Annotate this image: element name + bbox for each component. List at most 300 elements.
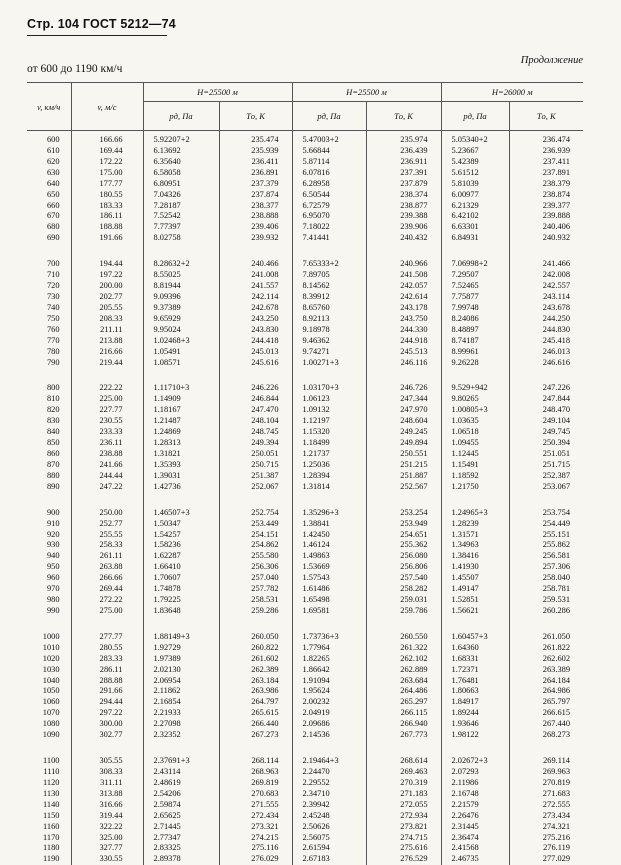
table-cell: 238.379 bbox=[510, 179, 571, 190]
table-cell: 7.77397 bbox=[154, 222, 219, 233]
table-cell: 260.286 bbox=[510, 606, 571, 617]
table-cell: 237.874 bbox=[220, 190, 279, 201]
table-cell: 251.051 bbox=[510, 449, 571, 460]
header-pressure: pд, Па bbox=[292, 102, 366, 131]
table-cell: 272.22 bbox=[72, 595, 123, 606]
table-cell: 264.986 bbox=[510, 686, 571, 697]
table-cell: 305.55 bbox=[72, 756, 123, 767]
table-cell: 241.508 bbox=[367, 270, 428, 281]
table-cell: 2.89378 bbox=[154, 854, 219, 865]
table-cell: 288.88 bbox=[72, 676, 123, 687]
table-cell: 238.888 bbox=[220, 211, 279, 222]
col-pressure-3 bbox=[441, 623, 509, 747]
table-cell: 243.830 bbox=[220, 325, 279, 336]
table-cell: 244.918 bbox=[367, 336, 428, 347]
table-cell: 620 bbox=[27, 157, 60, 168]
table-cell: 239.388 bbox=[367, 211, 428, 222]
table-cell: 670 bbox=[27, 211, 60, 222]
table-cell: 247.226 bbox=[510, 383, 571, 394]
table-cell: 246.013 bbox=[510, 347, 571, 358]
table-cell: 241.557 bbox=[220, 281, 279, 292]
table-cell: 610 bbox=[27, 146, 60, 157]
table-cell: 680 bbox=[27, 222, 60, 233]
table-cell: 253.254 bbox=[367, 508, 428, 519]
table-cell: 1.28239 bbox=[452, 519, 509, 530]
table-cell: 2.14536 bbox=[303, 730, 366, 741]
table-cell: 1.38416 bbox=[452, 551, 509, 562]
table-cell: 1.93646 bbox=[452, 719, 509, 730]
table-cell: 2.02130 bbox=[154, 665, 219, 676]
table-cell: 245.513 bbox=[367, 347, 428, 358]
table-row-group bbox=[27, 250, 583, 374]
table-cell: 319.44 bbox=[72, 811, 123, 822]
header-speed-kmh: v, км/ч bbox=[27, 83, 71, 131]
table-cell: 2.83325 bbox=[154, 843, 219, 854]
table-cell: 252.067 bbox=[220, 482, 279, 493]
table-cell: 1.57543 bbox=[303, 573, 366, 584]
table-cell: 1100 bbox=[27, 756, 60, 767]
col-temperature-3 bbox=[509, 250, 583, 374]
table-cell: 2.02672+3 bbox=[452, 756, 509, 767]
table-cell: 690 bbox=[27, 233, 60, 244]
table-cell: 1.86642 bbox=[303, 665, 366, 676]
table-cell: 1.42736 bbox=[154, 482, 219, 493]
table-cell: 330.55 bbox=[72, 854, 123, 865]
table-cell: 238.874 bbox=[510, 190, 571, 201]
table-cell: 266.440 bbox=[220, 719, 279, 730]
table-cell: 276.119 bbox=[510, 843, 571, 854]
table-cell: 266.940 bbox=[367, 719, 428, 730]
table-row-group bbox=[27, 623, 583, 747]
table-cell: 810 bbox=[27, 394, 60, 405]
table-cell: 7.04326 bbox=[154, 190, 219, 201]
table-cell: 1.38841 bbox=[303, 519, 366, 530]
table-cell: 251.387 bbox=[220, 471, 279, 482]
table-cell: 1.95624 bbox=[303, 686, 366, 697]
table-cell: 175.00 bbox=[72, 168, 123, 179]
table-cell: 660 bbox=[27, 201, 60, 212]
table-cell: 255.862 bbox=[510, 540, 571, 551]
table-cell: 246.116 bbox=[367, 358, 428, 369]
table-cell: 1.46124 bbox=[303, 540, 366, 551]
table-cell: 6.13692 bbox=[154, 146, 219, 157]
table-cell: 6.58058 bbox=[154, 168, 219, 179]
table-cell: 238.374 bbox=[367, 190, 428, 201]
table-cell: 269.819 bbox=[220, 778, 279, 789]
table-cell: 274.321 bbox=[510, 822, 571, 833]
table-cell: 239.888 bbox=[510, 211, 571, 222]
table-cell: 233.33 bbox=[72, 427, 123, 438]
table-cell: 1.24965+3 bbox=[452, 508, 509, 519]
col-pressure-1 bbox=[143, 131, 219, 251]
col-pressure-3 bbox=[441, 131, 509, 251]
table-cell: 2.48619 bbox=[154, 778, 219, 789]
table-cell: 248.470 bbox=[510, 405, 571, 416]
table-cell: 270.819 bbox=[510, 778, 571, 789]
table-cell: 247.344 bbox=[367, 394, 428, 405]
table-cell: 236.911 bbox=[367, 157, 428, 168]
table-cell: 1.28394 bbox=[303, 471, 366, 482]
table-cell: 9.80265 bbox=[452, 394, 509, 405]
table-cell: 270.319 bbox=[367, 778, 428, 789]
table-cell: 263.986 bbox=[220, 686, 279, 697]
table-cell: 269.114 bbox=[510, 756, 571, 767]
table-cell: 1.97389 bbox=[154, 654, 219, 665]
table-cell: 180.55 bbox=[72, 190, 123, 201]
table-cell: 265.297 bbox=[367, 697, 428, 708]
table-cell: 1.05491 bbox=[154, 347, 219, 358]
table-cell: 244.418 bbox=[220, 336, 279, 347]
table-cell: 166.66 bbox=[72, 135, 123, 146]
table-cell: 2.67183 bbox=[303, 854, 366, 865]
table-cell: 261.822 bbox=[510, 643, 571, 654]
table-cell: 1.56621 bbox=[452, 606, 509, 617]
table-cell: 1.08571 bbox=[154, 358, 219, 369]
header-temperature: Tо, К bbox=[219, 102, 292, 131]
table-cell: 327.77 bbox=[72, 843, 123, 854]
table-cell: 260.050 bbox=[220, 632, 279, 643]
table-cell: 2.54206 bbox=[154, 789, 219, 800]
table-cell: 243.250 bbox=[220, 314, 279, 325]
table-cell: 2.21579 bbox=[452, 800, 509, 811]
table-cell: 219.44 bbox=[72, 358, 123, 369]
table-cell: 294.44 bbox=[72, 697, 123, 708]
table-cell: 253.754 bbox=[510, 508, 571, 519]
table-cell: 247.844 bbox=[510, 394, 571, 405]
table-cell: 311.11 bbox=[72, 778, 123, 789]
table-cell: 250.551 bbox=[367, 449, 428, 460]
table-cell: 269.44 bbox=[72, 584, 123, 595]
table-cell: 2.16854 bbox=[154, 697, 219, 708]
table-cell: 246.844 bbox=[220, 394, 279, 405]
table-cell: 1.72371 bbox=[452, 665, 509, 676]
table-cell: 8.02758 bbox=[154, 233, 219, 244]
table-cell: 273.434 bbox=[510, 811, 571, 822]
table-cell: 252.77 bbox=[72, 519, 123, 530]
table-cell: 255.362 bbox=[367, 540, 428, 551]
table-cell: 2.46735 bbox=[452, 854, 509, 865]
table-cell: 247.470 bbox=[220, 405, 279, 416]
table-cell: 1190 bbox=[27, 854, 60, 865]
table-cell: 720 bbox=[27, 281, 60, 292]
col-speed-ms bbox=[71, 747, 143, 865]
table-cell: 248.745 bbox=[220, 427, 279, 438]
page-header: Стр. 104 ГОСТ 5212—74 bbox=[27, 17, 176, 31]
header-pressure: pд, Па bbox=[143, 102, 219, 131]
table-cell: 1.98122 bbox=[452, 730, 509, 741]
table-cell: 249.245 bbox=[367, 427, 428, 438]
table-cell: 247.22 bbox=[72, 482, 123, 493]
table-cell: 2.43114 bbox=[154, 767, 219, 778]
table-cell: 1.09132 bbox=[303, 405, 366, 416]
table-cell: 248.604 bbox=[367, 416, 428, 427]
table-cell: 269.963 bbox=[510, 767, 571, 778]
table-cell: 244.250 bbox=[510, 314, 571, 325]
table-cell: 251.887 bbox=[367, 471, 428, 482]
table-cell: 8.28632+2 bbox=[154, 259, 219, 270]
table-cell: 276.029 bbox=[220, 854, 279, 865]
table-cell: 1.21737 bbox=[303, 449, 366, 460]
table-cell: 249.394 bbox=[220, 438, 279, 449]
table-cell: 259.531 bbox=[510, 595, 571, 606]
table-cell: 5.81039 bbox=[452, 179, 509, 190]
table-cell: 237.891 bbox=[510, 168, 571, 179]
table-cell: 700 bbox=[27, 259, 60, 270]
col-temperature-1 bbox=[219, 623, 292, 747]
table-cell: 246.616 bbox=[510, 358, 571, 369]
table-cell: 770 bbox=[27, 336, 60, 347]
col-speed-kmh bbox=[27, 623, 71, 747]
table-cell: 308.33 bbox=[72, 767, 123, 778]
table-cell: 860 bbox=[27, 449, 60, 460]
table-cell: 243.678 bbox=[510, 303, 571, 314]
table-cell: 8.99961 bbox=[452, 347, 509, 358]
table-cell: 780 bbox=[27, 347, 60, 358]
col-temperature-1 bbox=[219, 747, 292, 865]
col-pressure-1 bbox=[143, 623, 219, 747]
table-cell: 268.963 bbox=[220, 767, 279, 778]
col-speed-ms bbox=[71, 374, 143, 498]
table-cell: 7.65333+2 bbox=[303, 259, 366, 270]
table-cell: 2.36474 bbox=[452, 833, 509, 844]
table-cell: 1020 bbox=[27, 654, 60, 665]
col-temperature-3 bbox=[509, 499, 583, 623]
table-cell: 5.87114 bbox=[303, 157, 366, 168]
table-cell: 313.88 bbox=[72, 789, 123, 800]
table-cell: 890 bbox=[27, 482, 60, 493]
col-pressure-2 bbox=[292, 250, 366, 374]
table-cell: 257.782 bbox=[220, 584, 279, 595]
table-cell: 9.95024 bbox=[154, 325, 219, 336]
table-row-group bbox=[27, 499, 583, 623]
table-cell: 2.37691+3 bbox=[154, 756, 219, 767]
table-cell: 870 bbox=[27, 460, 60, 471]
table-cell: 271.555 bbox=[220, 800, 279, 811]
table-cell: 1.06518 bbox=[452, 427, 509, 438]
table-cell: 1.39031 bbox=[154, 471, 219, 482]
table-cell: 930 bbox=[27, 540, 60, 551]
table-cell: 216.66 bbox=[72, 347, 123, 358]
table-cell: 2.41568 bbox=[452, 843, 509, 854]
table-cell: 970 bbox=[27, 584, 60, 595]
table-cell: 259.786 bbox=[367, 606, 428, 617]
table-cell: 900 bbox=[27, 508, 60, 519]
table-cell: 249.894 bbox=[367, 438, 428, 449]
table-cell: 910 bbox=[27, 519, 60, 530]
table-cell: 8.48897 bbox=[452, 325, 509, 336]
table-cell: 840 bbox=[27, 427, 60, 438]
table-cell: 237.391 bbox=[367, 168, 428, 179]
table-cell: 2.29552 bbox=[303, 778, 366, 789]
table-cell: 1.91094 bbox=[303, 676, 366, 687]
table-cell: 250.00 bbox=[72, 508, 123, 519]
col-temperature-1 bbox=[219, 250, 292, 374]
table-cell: 1.15491 bbox=[452, 460, 509, 471]
table-cell: 650 bbox=[27, 190, 60, 201]
table-cell: 6.28958 bbox=[303, 179, 366, 190]
table-cell: 7.41441 bbox=[303, 233, 366, 244]
table-cell: 194.44 bbox=[72, 259, 123, 270]
table-cell: 261.11 bbox=[72, 551, 123, 562]
table-cell: 1.54257 bbox=[154, 530, 219, 541]
table-cell: 9.65929 bbox=[154, 314, 219, 325]
table-cell: 283.33 bbox=[72, 654, 123, 665]
table-cell: 246.226 bbox=[220, 383, 279, 394]
table-cell: 1050 bbox=[27, 686, 60, 697]
table-cell: 1010 bbox=[27, 643, 60, 654]
col-pressure-3 bbox=[441, 747, 509, 865]
table-cell: 262.102 bbox=[367, 654, 428, 665]
table-cell: 266.115 bbox=[367, 708, 428, 719]
table-cell: 1.31814 bbox=[303, 482, 366, 493]
table-cell: 1.42450 bbox=[303, 530, 366, 541]
table-cell: 225.00 bbox=[72, 394, 123, 405]
col-pressure-2 bbox=[292, 374, 366, 498]
table-cell: 1.15320 bbox=[303, 427, 366, 438]
col-speed-kmh bbox=[27, 374, 71, 498]
table-cell: 237.411 bbox=[510, 157, 571, 168]
table-cell: 172.22 bbox=[72, 157, 123, 168]
table-cell: 277.77 bbox=[72, 632, 123, 643]
table-cell: 235.974 bbox=[367, 135, 428, 146]
table-cell: 1.92729 bbox=[154, 643, 219, 654]
table-cell: 8.65760 bbox=[303, 303, 366, 314]
table-cell: 177.77 bbox=[72, 179, 123, 190]
table-cell: 880 bbox=[27, 471, 60, 482]
table-cell: 254.151 bbox=[220, 530, 279, 541]
table-cell: 253.949 bbox=[367, 519, 428, 530]
table-cell: 272.055 bbox=[367, 800, 428, 811]
table-cell: 1.89244 bbox=[452, 708, 509, 719]
table-cell: 268.114 bbox=[220, 756, 279, 767]
table-cell: 297.22 bbox=[72, 708, 123, 719]
table-cell: 5.23667 bbox=[452, 146, 509, 157]
speed-range-label: от 600 до 1190 км/ч bbox=[27, 63, 122, 75]
table-cell: 1160 bbox=[27, 822, 60, 833]
table-cell: 238.877 bbox=[367, 201, 428, 212]
col-pressure-2 bbox=[292, 131, 366, 251]
table-cell: 1.25036 bbox=[303, 460, 366, 471]
table-cell: 169.44 bbox=[72, 146, 123, 157]
table-cell: 245.616 bbox=[220, 358, 279, 369]
table-cell: 260.822 bbox=[220, 643, 279, 654]
table-cell: 1.11710+3 bbox=[154, 383, 219, 394]
table-cell: 236.891 bbox=[220, 168, 279, 179]
table-cell: 1.00271+3 bbox=[303, 358, 366, 369]
table-cell: 1170 bbox=[27, 833, 60, 844]
table-cell: 1.12445 bbox=[452, 449, 509, 460]
table-cell: 269.463 bbox=[367, 767, 428, 778]
table-cell: 7.75877 bbox=[452, 292, 509, 303]
table-cell: 235.474 bbox=[220, 135, 279, 146]
table-cell: 6.63301 bbox=[452, 222, 509, 233]
header-altitude-3: H=26000 м bbox=[441, 83, 583, 102]
table-cell: 1.09455 bbox=[452, 438, 509, 449]
header-speed-ms: v, м/с bbox=[71, 83, 143, 131]
table-cell: 710 bbox=[27, 270, 60, 281]
table-cell: 7.52542 bbox=[154, 211, 219, 222]
col-temperature-3 bbox=[509, 747, 583, 865]
table-cell: 1.80663 bbox=[452, 686, 509, 697]
table-cell: 250.394 bbox=[510, 438, 571, 449]
table-cell: 2.26476 bbox=[452, 811, 509, 822]
table-cell: 280.55 bbox=[72, 643, 123, 654]
table-cell: 208.33 bbox=[72, 314, 123, 325]
table-cell: 244.830 bbox=[510, 325, 571, 336]
table-cell: 8.55025 bbox=[154, 270, 219, 281]
table-cell: 271.683 bbox=[510, 789, 571, 800]
col-speed-kmh bbox=[27, 131, 71, 251]
table-cell: 246.726 bbox=[367, 383, 428, 394]
table-cell: 259.286 bbox=[220, 606, 279, 617]
table-cell: 273.821 bbox=[367, 822, 428, 833]
table-cell: 1.14909 bbox=[154, 394, 219, 405]
col-pressure-3 bbox=[441, 250, 509, 374]
table-cell: 1.31571 bbox=[452, 530, 509, 541]
table-cell: 1130 bbox=[27, 789, 60, 800]
table-cell: 243.114 bbox=[510, 292, 571, 303]
table-cell: 268.614 bbox=[367, 756, 428, 767]
table-cell: 1030 bbox=[27, 665, 60, 676]
col-temperature-2 bbox=[366, 374, 441, 498]
table-cell: 260.550 bbox=[367, 632, 428, 643]
col-speed-kmh bbox=[27, 250, 71, 374]
table-cell: 244.330 bbox=[367, 325, 428, 336]
table-cell: 316.66 bbox=[72, 800, 123, 811]
table-cell: 2.50626 bbox=[303, 822, 366, 833]
table-cell: 7.28187 bbox=[154, 201, 219, 212]
table-cell: 2.56075 bbox=[303, 833, 366, 844]
table-cell: 256.080 bbox=[367, 551, 428, 562]
table-cell: 2.34710 bbox=[303, 789, 366, 800]
table-cell: 1.82265 bbox=[303, 654, 366, 665]
table-cell: 2.45248 bbox=[303, 811, 366, 822]
table-cell: 1150 bbox=[27, 811, 60, 822]
col-temperature-2 bbox=[366, 747, 441, 865]
col-pressure-1 bbox=[143, 747, 219, 865]
table-cell: 240.932 bbox=[510, 233, 571, 244]
table-cell: 1060 bbox=[27, 697, 60, 708]
table-cell: 1.18592 bbox=[452, 471, 509, 482]
col-pressure-3 bbox=[441, 499, 509, 623]
table-cell: 1.45507 bbox=[452, 573, 509, 584]
table-cell: 1.60457+3 bbox=[452, 632, 509, 643]
table-cell: 1.65498 bbox=[303, 595, 366, 606]
table-cell: 258.282 bbox=[367, 584, 428, 595]
col-pressure-2 bbox=[292, 499, 366, 623]
table-cell: 1.35296+3 bbox=[303, 508, 366, 519]
table-cell: 259.031 bbox=[367, 595, 428, 606]
table-row-group bbox=[27, 374, 583, 498]
table-cell: 254.449 bbox=[510, 519, 571, 530]
table-cell: 205.55 bbox=[72, 303, 123, 314]
table-cell: 6.21329 bbox=[452, 201, 509, 212]
table-cell: 1.58236 bbox=[154, 540, 219, 551]
table-cell: 740 bbox=[27, 303, 60, 314]
table-cell: 6.84931 bbox=[452, 233, 509, 244]
table-cell: 1.46507+3 bbox=[154, 508, 219, 519]
table-cell: 2.32352 bbox=[154, 730, 219, 741]
table-cell: 1.18167 bbox=[154, 405, 219, 416]
table-cell: 1.69581 bbox=[303, 606, 366, 617]
table-cell: 1.66410 bbox=[154, 562, 219, 573]
col-speed-kmh bbox=[27, 747, 71, 865]
table-cell: 267.273 bbox=[220, 730, 279, 741]
header-rule bbox=[27, 35, 167, 36]
table-cell: 2.65625 bbox=[154, 811, 219, 822]
table-cell: 1.21750 bbox=[452, 482, 509, 493]
table-cell: 191.66 bbox=[72, 233, 123, 244]
